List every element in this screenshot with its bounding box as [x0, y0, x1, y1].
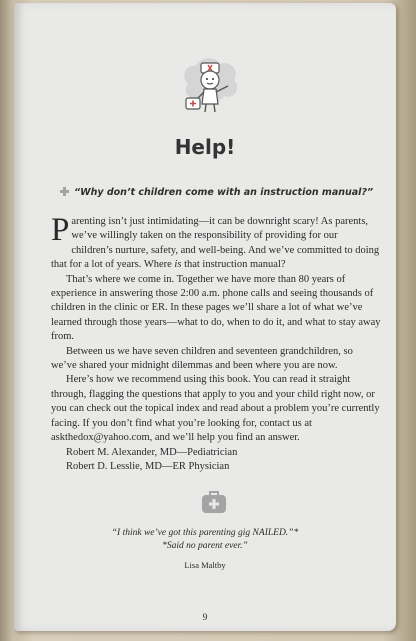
quote-line-1: “I think we’ve got this parenting gig NAILED.”*	[111, 528, 299, 538]
signature-lesslie: Robert D. Lesslie, MD—ER Physician	[66, 460, 230, 472]
quote-author: Lisa Maltby	[184, 560, 226, 570]
plus-icon	[60, 187, 69, 196]
body-text	[51, 212, 381, 474]
subtitle-text: “Why don’t children come with an instruction manual?”	[74, 187, 374, 198]
subtitle-question	[60, 187, 390, 198]
signature-alexander: Robert M. Alexander, MD—Pediatrician	[66, 446, 238, 458]
closing-quote	[14, 527, 396, 552]
page-number: 9	[202, 613, 208, 623]
paragraph-4: Here’s how we recommend using this book. You can read it straight through, flagging the questions that apply to you and your child right now, or you can check out the topical index and read about a problem you’re currently facing. If you don’t find what you’re looking for, contact us at askthedox@yahoo.com, and we’ll help you find an answer.	[51, 374, 380, 444]
first-aid-kit-icon	[201, 490, 227, 514]
book-page	[14, 3, 396, 631]
paragraph-1: Parenting isn’t just intimidating—it can be downright scary! As parents, we’ve willingly taken on the responsibility of providing for our children’s nurture, safety, and well-being. And we’ve committed to doing that for a lot of years. Where is that instruction manual?	[51, 212, 380, 271]
quote-line-2: *Said no parent ever.”	[162, 540, 248, 551]
paragraph-2: That’s where we come in. Together we have more than 80 years of experience in answering those 2:00 a.m. phone calls and seeing thousands of children in the clinic or ER. In these pages we’ll share a lot of what we’ve learned through those years—what to do, when to do it, and what to stay away from.	[51, 273, 381, 343]
page-title: Help!	[174, 135, 236, 159]
paragraph-3: Between us we have seven children and seventeen grandchildren, so we’ve shared your midnight dilemmas and been where you are now.	[51, 345, 353, 372]
drop-cap: P	[51, 212, 70, 248]
nurse-mascot-icon	[174, 54, 246, 120]
